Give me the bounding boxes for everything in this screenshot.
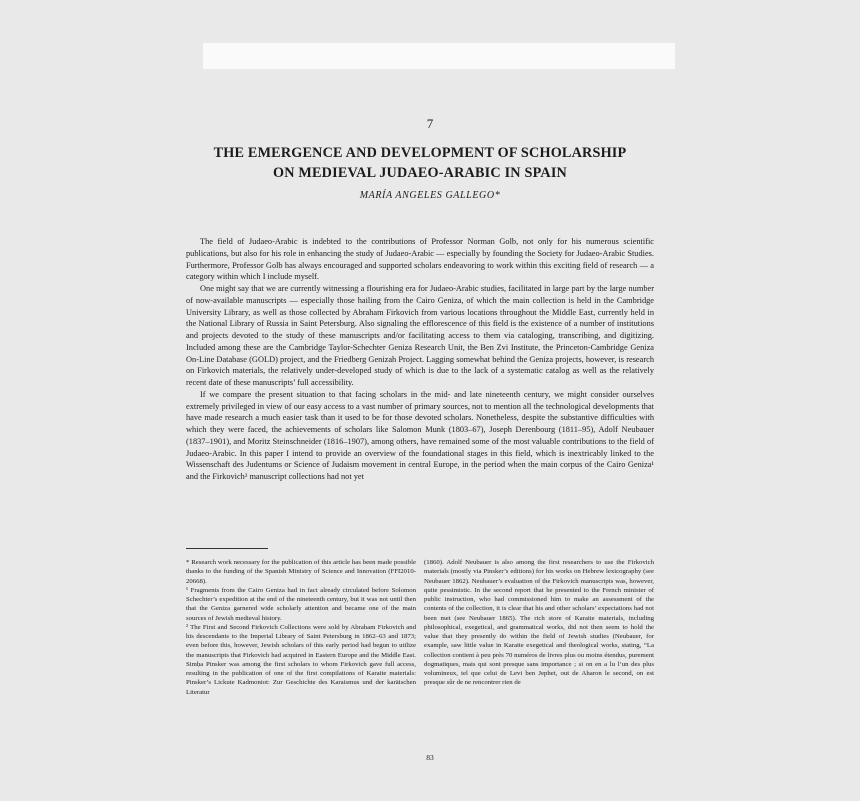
page-number: 83: [426, 753, 434, 762]
footnote-research-funding: * Research work necessary for the publication of this article has been made possible thanks to the funding of the Spanish Ministry of Science and Innovation (FFI2010-20668).: [186, 559, 416, 585]
author-name: MARÍA ANGELES GALLEGO*: [359, 190, 501, 201]
footnote-2: ² The First and Second Firkovich Collections were sold by Abraham Firkovich and his descendants to the Imperial Library of Saint Petersburg in 1862–63 and 1873; even before this, however, Jewish scholars of this early period had begun to utilize the manuscripts that Firkovich had acquired in Eastern Europe and the Middle East. Simḥa Pinsker was among the first scholars to whom Firkovich gave full access, resulting in the publication of one of the first compilations of Karaite materials: Pinsker’s Lickute Kadmoniot: Zur Geschichte des Karaismus und der karäischen Literatur: [186, 623, 416, 696]
footnote-divider: [186, 548, 268, 549]
body-text: [186, 236, 654, 483]
footnotes-right-column: [424, 558, 654, 688]
chapter-title-line-2: ON MEDIEVAL JUDAEO-ARABIC IN SPAIN: [273, 165, 567, 181]
footnotes-left-column: [186, 558, 416, 697]
footnote-2-continued: (1860). Adolf Neubauer is also among the first researchers to use the Firkovich materials (mostly via Pinsker’s editions) for his works on Hebrew lexicography (see Neubauer 1862). Neubauer’s evaluation of the Firkovich manuscripts was, however, quite pessimistic. In the second report that he presented to the French minister of public instruction, who had commissioned him to make an assessment of the contents of the collection, it is clear that his and other scholars’ expectations had not been met (see Neubauer 1865). The rich store of Karaite materials, including philosophical, exegetical, and grammatical works, did not then seem to hold the value that they presently do within the field of Jewish studies (Neubauer, for example, saw little value in Karaite exegetical and theological works, stating, “La collection contient à peu près 70 numéros de livres plus ou moins étendus, purement dogmatiques, mais qui sont presque sans importance ; si on en a lu l’un des plus volumineux, tel que celui de Levi ben Jephet, out de Aharon le second, on est presque sûr de ne rencontrer rien de: [424, 559, 654, 687]
body-paragraph-3: If we compare the present situation to that facing scholars in the mid- and late nineteenth century, we might consider ourselves extremely privileged in view of our easy access to a vast number of primary sources, not to mention all the technological developments that have made research a much easier task than it used to be for those devoted scholars. Nonetheless, despite the substantive difficulties with which they were faced, the achievements of scholars like Salomon Munk (1803–67), Joseph Derenbourg (1811–95), Adolf Neubauer (1837–1901), and Moritz Steinschneider (1816–1907), among others, have remained some of the most valuable contributions to the field of Judaeo-Arabic. In this paper I intend to provide an overview of the foundational stages in this field, which is inextricably linked to the Wissenschaft des Judentums or Science of Judaism movement in central Europe, in the period when the main corpus of the Cairo Geniza¹ and the Firkovich² manuscript collections had not yet: [186, 389, 654, 481]
body-paragraph-2: One might say that we are currently witnessing a flourishing era for Judaeo-Arabic studies, facilitated in large part by the large number of now-available manuscripts — especially those hailing from the Cairo Geniza, of which the main collection is held in the Cambridge University Library, as well as those collected by Abraham Firkovich from various locations throughout the Middle East, currently held in the National Library of Russia in Saint Petersburg. Also signaling the efflorescence of this field is the existence of a number of institutions and projects devoted to the study of these manuscripts and/or facilitating access to them via cataloging, transcribing, and digitizing. Included among these are the Cambridge Taylor-Schechter Geniza Research Unit, the Ben Zvi Institute, the Princeton-Cambridge Geniza On-Line Database (GOLD) project, and the Friedberg Genizah Project. Lagging somewhat behind the Geniza projects, however, is research on Firkovich materials, the relatively under-developed study of which is due to the lack of a systematic catalog as well as the relatively recent date of these manuscripts’ full accessibility.: [186, 284, 654, 387]
chapter-number: 7: [426, 116, 434, 131]
chapter-title-line-1: THE EMERGENCE AND DEVELOPMENT OF SCHOLARSHIP: [213, 145, 627, 161]
footnote-1: ¹ Fragments from the Cairo Geniza had in fact already circulated before Solomon Schechter’s expedition at the end of the nineteenth century, but it was not until then that the Geniza garnered wide scholarly attention and became one of the main sources of Jewish medieval history.: [186, 586, 416, 622]
body-paragraph-1: The field of Judaeo-Arabic is indebted to the contributions of Professor Norman Golb, not only for his numerous scientific publications, but also for his role in enhancing the study of Judaeo-Arabic — especially by founding the Society for Judaeo-Arabic Studies. Furthermore, Professor Golb has always encouraged and supported scholars endeavoring to work within this exciting field of research — a category within which I include myself.: [186, 237, 654, 282]
header-strip: [203, 43, 675, 69]
chapter-title: [150, 143, 690, 183]
